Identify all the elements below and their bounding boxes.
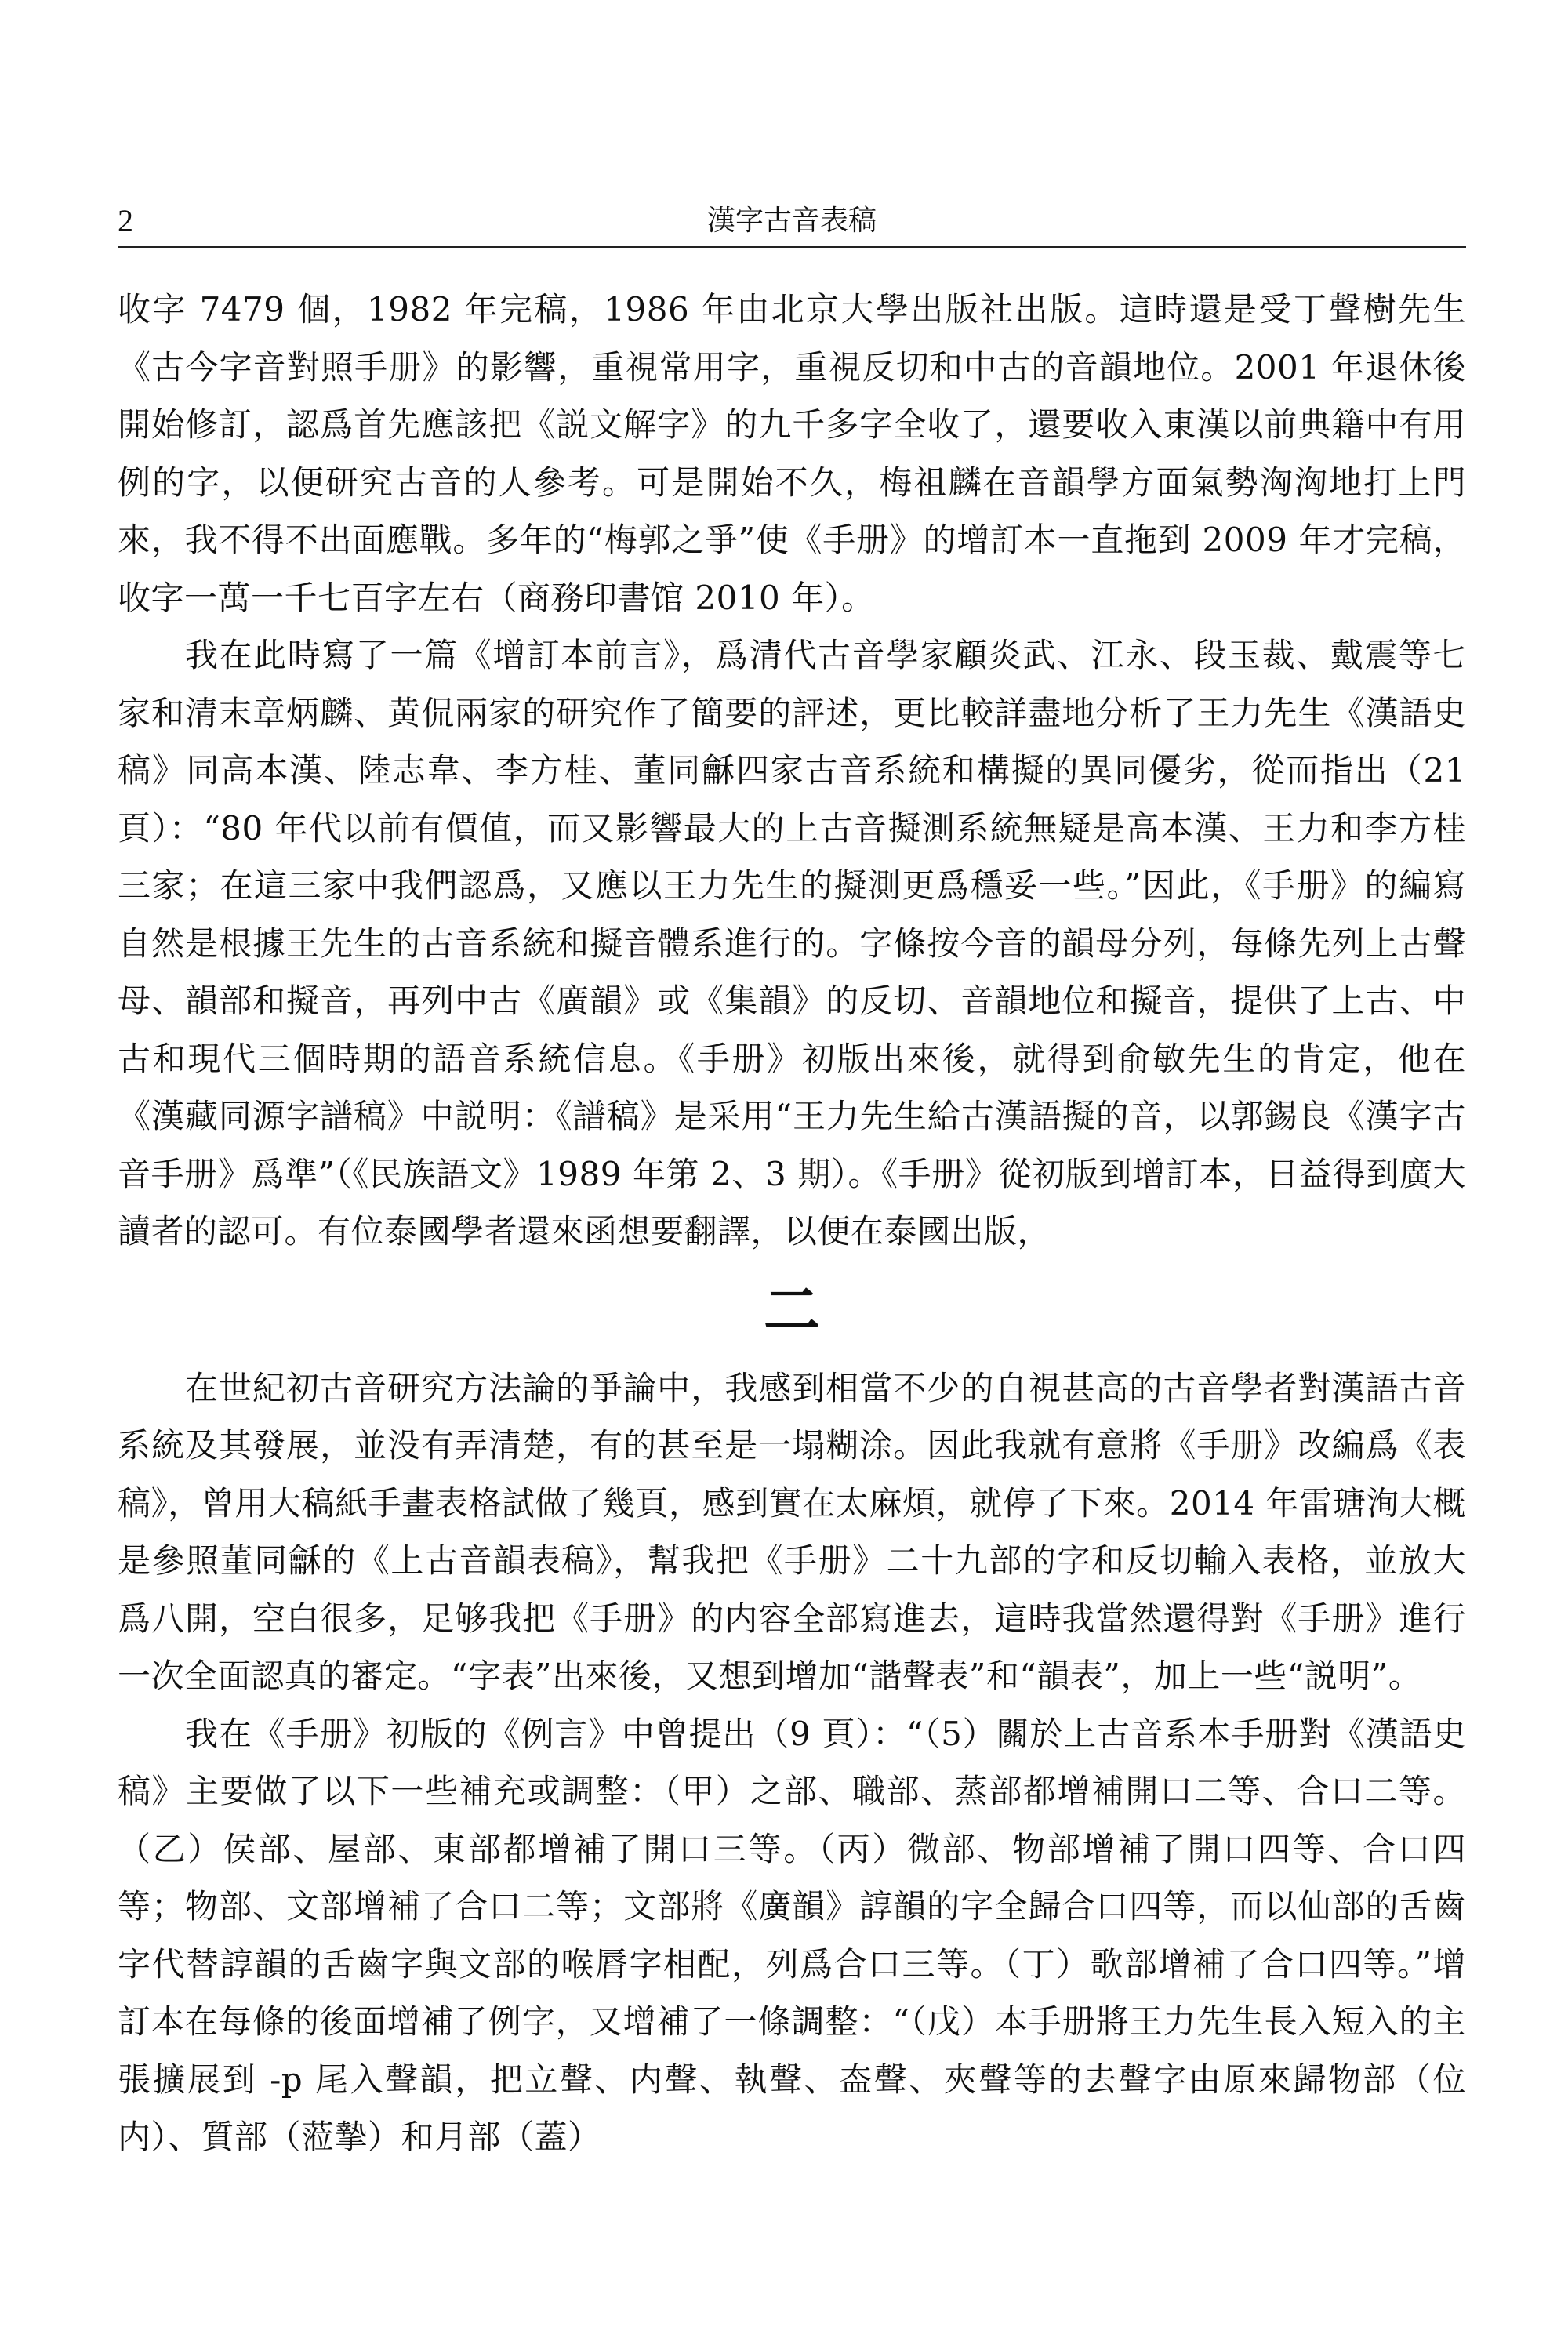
- book-page: [118, 0, 1466, 2352]
- paragraph: 收字 7479 個，1982 年完稿，1986 年由北京大學出版社出版。這時還是受丁聲樹先生《古今字音對照手册》的影響，重視常用字，重視反切和中古的音韻地位。2001 年退休後開始修訂，認爲首先應該把《説文解字》的九千多字全收了，還要收入東漢以前典籍中有用例的字，以便研究古音的人參考。可是開始不久，梅祖麟在音韻學方面氣勢洶洶地打上門來，我不得不出面應戰。多年的“梅郭之爭”使《手册》的增訂本一直拖到 2009 年才完稿，收字一萬一千七百字左右（商務印書馆 2010 年）。: [118, 290, 1466, 617]
- paragraph: 我在此時寫了一篇《增訂本前言》，爲清代古音學家顧炎武、江永、段玉裁、戴震等七家和清末章炳麟、黄侃兩家的研究作了簡要的評述，更比較詳盡地分析了王力先生《漢語史稿》同高本漢、陸志韋、李方桂、董同龢四家古音系統和構擬的異同優劣，從而指出（21 頁）：“80 年代以前有價值，而又影響最大的上古音擬測系統無疑是高本漢、王力和李方桂三家；在這三家中我們認爲，又應以王力先生的擬測更爲穩妥一些。”因此，《手册》的編寫自然是根據王先生的古音系統和擬音體系進行的。字條按今音的韻母分列，每條先列上古聲母、韻部和擬音，再列中古《廣韻》或《集韻》的反切、音韻地位和擬音，提供了上古、中古和現代三個時期的語音系統信息。《手册》初版出來後，就得到俞敏先生的肯定，他在《漢藏同源字譜稿》中説明：《譜稿》是采用“王力先生給古漢語擬的音，以郭錫良《漢字古音手册》爲準”（《民族語文》1989 年第 2、3 期）。《手册》從初版到增訂本，日益得到廣大讀者的認可。有位泰國學者還來函想要翻譯，以便在泰國出版，: [118, 636, 1466, 1250]
- paragraph: 我在《手册》初版的《例言》中曾提出（9 頁）：“（5）關於上古音系本手册對《漢語史稿》主要做了以下一些補充或調整：（甲）之部、職部、蒸部都增補開口二等、合口二等。（乙）侯部、屋部、東部都增補了開口三等。（丙）微部、物部增補了開口四等、合口四等；物部、文部增補了合口二等；文部將《廣韻》諄韻的字全歸合口四等，而以仙部的舌齒字代替諄韻的舌齒字與文部的喉脣字相配，列爲合口三等。（丁）歌部增補了合口四等。”增訂本在每條的後面增補了例字，又增補了一條調整：“（戊）本手册將王力先生長入短入的主張擴展到 -p 尾入聲韻，把立聲、内聲、執聲、盇聲、夾聲等的去聲字由原來歸物部（位内）、質部（蒞摯）和月部（蓋）: [118, 1714, 1466, 2156]
- book-title: 漢字古音表稿: [706, 205, 877, 237]
- page-number: 2: [118, 203, 133, 238]
- section-heading: 二: [763, 1276, 820, 1343]
- body-text: [118, 281, 1466, 2166]
- running-header: [118, 202, 1466, 248]
- paragraph: 在世紀初古音研究方法論的爭論中，我感到相當不少的自視甚高的古音學者對漢語古音系統及其發展，並没有弄清楚，有的甚至是一塌糊涂。因此我就有意將《手册》改編爲《表稿》，曾用大稿紙手畫表格試做了幾頁，感到實在太麻煩，就停了下來。2014 年雷瑭洵大概是參照董同龢的《上古音韻表稿》，幫我把《手册》二十九部的字和反切輸入表格，並放大爲八開，空白很多，足够我把《手册》的内容全部寫進去，這時我當然還得對《手册》進行一次全面認真的審定。“字表”出來後，又想到增加“諧聲表”和“韻表”，加上一些“説明”。: [118, 1368, 1466, 1695]
